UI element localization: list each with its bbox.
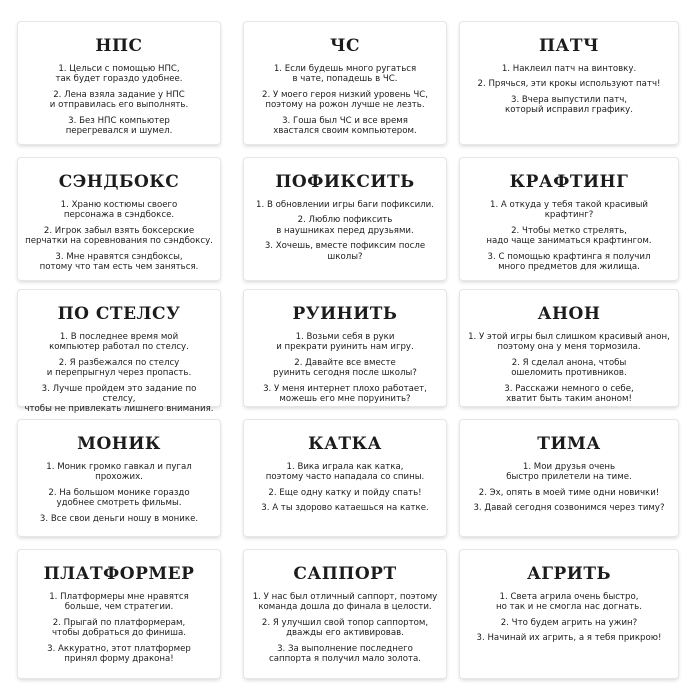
card-sentence: 1. Света агрила очень быстро, но так и не смогла нас догнать. [496,592,642,613]
card-sentence: 3. Гоша был ЧС и все время хвастался своим компьютером. [273,115,417,137]
card-sentence: 1. У этой игры был слишком красивый анон, поэтому она у меня тормозила. [468,332,670,353]
card-sentences [18,592,220,664]
card-sentence: 1. Платформеры мне нравятся больше, чем стратегии. [49,592,189,613]
card-sentence: 2. Лена взяла задание у НПС и отправилась его выполнять. [49,89,189,111]
card-sentence: 3. Мне нравятся сэндбоксы, потому что там есть чем заняться. [39,251,199,273]
card-title: ПО СТЕЛСУ [57,304,181,324]
card-title: МОНИК [77,434,161,454]
card-sentence: 3. За выполнение последнего саппорта я получил мало золота. [268,643,421,665]
word-card [18,420,220,536]
word-card [460,22,678,144]
card-sentence: 2. Я улучшил свой топор саппортом, дважды его активировав. [261,617,429,639]
card-title: АГРИТЬ [526,564,612,584]
card-sentence: 2. Игрок забыл взять боксерские перчатки на соревнования по сэндбоксу. [25,225,213,247]
card-sentence: 1. В последнее время мой компьютер работал по стелсу. [49,332,189,353]
card-title: РУИНИТЬ [292,304,398,324]
card-sentence: 1. Вика играла как катка, поэтому часто нападала со спины. [265,462,425,483]
card-sentence: 3. А ты здорово катаешься на катке. [261,503,429,514]
card-title: НПС [95,36,143,56]
card-sentences [460,592,678,644]
card-sentence: 2. Что будем агрить на ужин? [500,617,638,628]
word-card [244,22,446,144]
card-title: КРАФТИНГ [509,172,629,192]
card-sentences [18,332,220,415]
card-sentence: 2. Чтобы метко стрелять, надо чаще заниматься крафтингом. [486,225,652,247]
card-sentence: 1. У нас был отличный саппорт, поэтому команда дошла до финала в целости. [252,592,438,613]
card-sentence: 1. Наклеил патч на винтовку. [501,64,637,74]
card-title: ПЛАТФОРМЕР [43,564,195,584]
card-sentence: 1. В обновлении игры баги пофиксили. [256,200,434,210]
word-card [460,290,678,406]
card-sentence: 1. А откуда у тебя такой красивый крафтинг? [489,200,649,221]
card-sentence: 3. Начинай их агрить, а я тебя прикрою! [476,633,662,644]
word-card [18,22,220,144]
card-sentences [244,64,446,136]
card-sentence: 3. Без НПС компьютер перегревался и шумел. [65,115,173,137]
card-sentences [18,200,220,272]
card-sentence: 3. Вчера выпустили патч, который исправил графику. [505,94,633,116]
card-sentences [18,462,220,524]
card-sentences [460,332,678,404]
card-sentence: 2. Еще одну катку и пойду спать! [268,487,422,498]
card-sentence: 2. Прыгай по платформерам, чтобы добраться до финиша. [51,617,186,639]
word-card [460,420,678,536]
card-sentence: 2. Люблю пофиксить в наушниках перед друзьями. [276,215,414,236]
card-sentences [460,462,678,514]
card-sentences [18,64,220,136]
card-sentence: 2. Я сделал анона, чтобы ошеломить противников. [511,357,627,379]
card-sentence: 2. Я разбежался по стелсу и перепрыгнул через пропасть. [46,357,192,379]
card-sentence: 2. Прячься, эти крокы используют патч! [477,79,661,90]
card-sentences [460,64,678,116]
card-title: ЧС [329,36,361,56]
card-title: АНОН [537,304,601,324]
card-sentence: 3. С помощью крафтинга я получил много предметов для жилища. [487,251,651,273]
card-sentence: 2. Эх, опять в моей тиме одни новички! [478,487,660,498]
word-card [18,158,220,280]
word-card [18,290,220,415]
word-card [18,550,220,678]
card-sentence: 3. Расскажи немного о себе, хватит быть таким аноном! [504,383,634,405]
card-title: САППОРТ [293,564,397,584]
card-sentences [244,332,446,404]
card-sentence: 1. Храню костюмы своего персонажа в сэндбоксе. [60,200,178,221]
card-sentence: 1. Моник громко гавкал и пугал прохожих. [46,462,192,483]
card-sentence: 3. У меня интернет плохо работает, можешь его мне поруинить? [263,383,427,405]
card-sentence: 2. Давайте все вместе руинить сегодня после школы? [273,357,417,379]
word-card [460,550,678,678]
card-title: СЭНДБОКС [58,172,180,192]
card-title: ПАТЧ [538,36,600,56]
card-sentence: 3. Лучше пройдем это задание по стелсу, чтобы не привлекать лишнего внимания. [24,383,214,415]
card-sentence: 1. Возьми себя в руки и прекрати руинить нам игру. [276,332,414,353]
card-sentence: 1. Мои друзья очень быстро прилетели на тиме. [506,462,632,483]
word-card [244,420,446,536]
card-sentences [244,200,446,262]
card-title: ПОФИКСИТЬ [275,172,415,192]
card-sentences [244,592,446,664]
card-title: КАТКА [308,434,382,454]
card-sentence: 1. Цельси с помощью НПС, так будет гораздо удобнее. [55,64,183,85]
card-sentence: 3. Все свои деньги ношу в монике. [39,513,199,524]
word-card [244,290,446,406]
card-sentence: 2. У моего героя низкий уровень ЧС, поэтому на рожон лучше не лезть. [262,89,428,111]
card-sentence: 3. Аккуратно, этот платформер принял форму дракона! [47,643,191,665]
word-card [244,550,446,678]
card-title: ТИМА [537,434,601,454]
word-card [244,158,446,280]
card-sentence: 1. Если будешь много ругаться в чате, попадешь в ЧС. [273,64,417,85]
word-card [460,158,678,280]
card-sentence: 3. Хочешь, вместе пофиксим после школы? [264,241,426,262]
card-sentences [244,462,446,514]
card-sentence: 2. На большом монике гораздо удобнее смотреть фильмы. [48,487,190,509]
card-sentences [460,200,678,272]
card-sentence: 3. Давай сегодня созвонимся через тиму? [473,503,665,514]
